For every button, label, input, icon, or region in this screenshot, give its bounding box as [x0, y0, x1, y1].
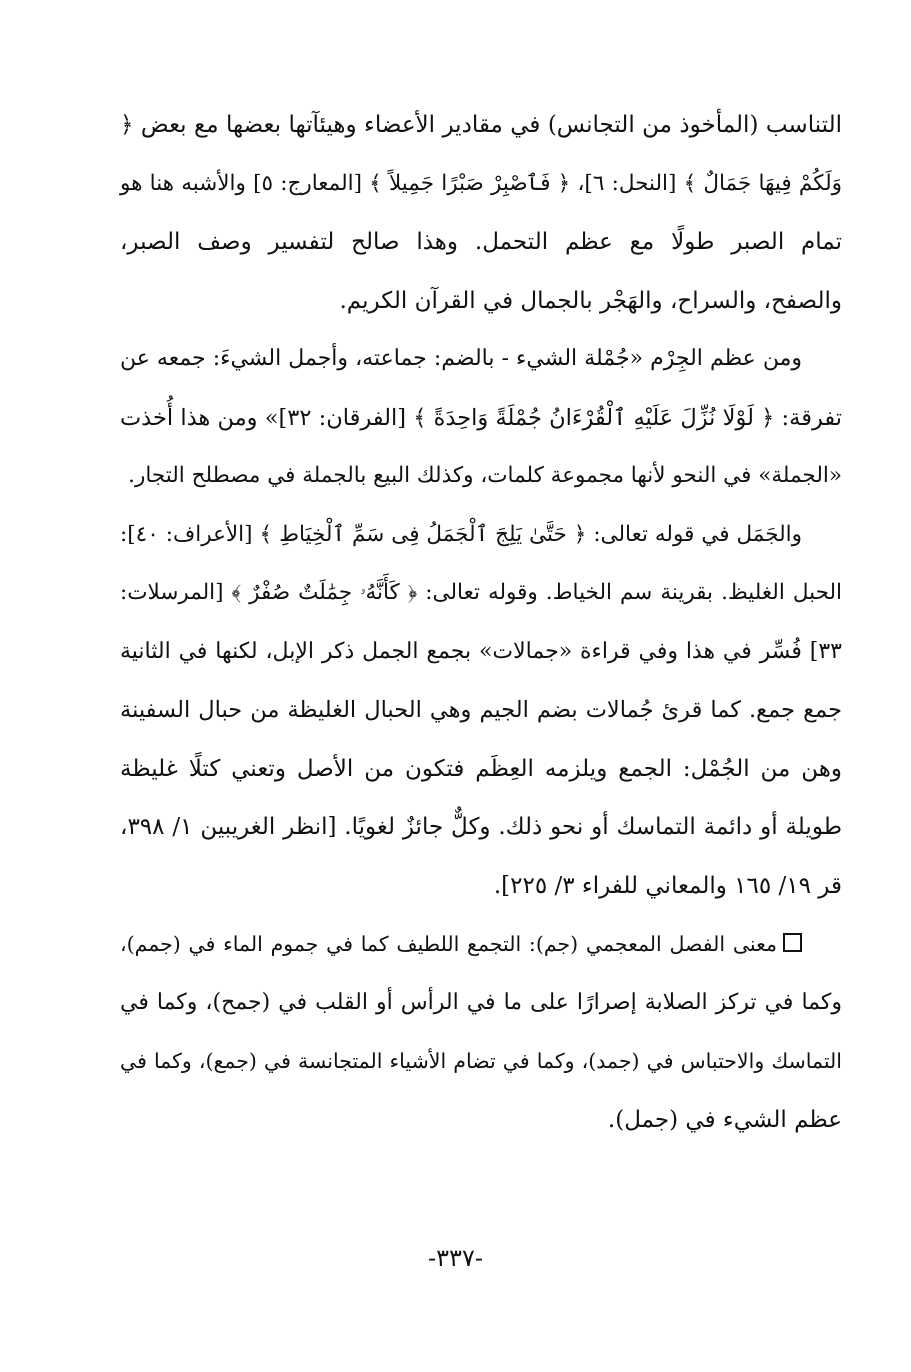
paragraph-4-lexical-summary: [120, 915, 842, 1149]
text-line: وكما في تركز الصلابة إصرارًا على ما في الرأس أو القلب في (جمح)، وكما في: [120, 989, 842, 1015]
paragraph-2: [120, 330, 842, 506]
text-line: ومن عظم الجِرْم «جُمْلة الشيء - بالضم: جماعته، وأجمل الشيءَ: جمعه عن: [120, 346, 802, 371]
text-line: تفرقة: ﴿ لَوْلَا نُزِّلَ عَلَيْهِ ٱلْقُرْءَانُ جُمْلَةً وَاحِدَةً ﴾ [الفرقان: ٣٢]» ومن هذا أُخذت: [120, 404, 843, 431]
paragraph-1: [120, 96, 842, 330]
text-line: والصفح، والسراح، والهَجْر بالجمال في القرآن الكريم.: [339, 287, 842, 314]
text-line-content: معنى الفصل المعجمي (جم): التجمع اللطيف كما في جموم الماء في (جمم)،: [120, 932, 777, 956]
text-line: وهن من الجُمْل: الجمع ويلزمه العِظَم فتكون من الأصل وتعني كتلًا غليظة: [120, 755, 842, 782]
text-line: قر ١٩/ ١٦٥ والمعاني للفراء ٣/ ٢٢٥].: [493, 872, 842, 899]
text-line: جمع جمع. كما قرئ جُمالات بضم الجيم وهي الحبال الغليظة من حبال السفينة: [120, 697, 842, 723]
text-line: تمام الصبر طولًا مع عظم التحمل. وهذا صالح لتفسير وصف الصبر،: [120, 229, 842, 255]
text-line: «الجملة» في النحو لأنها مجموعة كلمات، وكذلك البيع بالجملة في مصطلح التجار.: [128, 463, 842, 488]
paragraph-3: [120, 506, 842, 916]
page-body: [120, 96, 842, 1149]
text-line: طويلة أو دائمة التماسك أو نحو ذلك. وكلٌّ جائزٌ لغويًا. [انظر الغريبين ١/ ٣٩٨،: [120, 814, 843, 840]
page-number: -٣٣٧-: [428, 1244, 483, 1272]
text-line: ٣٣] فُسِّر في هذا وفي قراءة «جمالات» بجمع الجمل ذكر الإبل، لكنها في الثانية: [120, 638, 842, 664]
square-box-icon: [783, 933, 802, 952]
text-line: التماسك والاحتباس في (جمد)، وكما في تضام الأشياء المتجانسة في (جمع)، وكما في: [120, 1049, 842, 1073]
text-line: [120, 915, 842, 974]
text-line: التناسب (المأخوذ من التجانس) في مقادير الأعضاء وهيئآتها بعضها مع بعض ﴿: [120, 112, 842, 138]
text-line: الحبل الغليظ. بقرينة سم الخياط. وقوله تعالى: ﴿ كَأَنَّهُۥ جِمَٰلَتٌ صُفْرٌ ﴾ [المرسلات:: [120, 580, 842, 605]
text-line: عظم الشيء في (جمل).: [607, 1106, 842, 1133]
text-line: وَلَكُمْ فِيهَا جَمَالٌ ﴾ [النحل: ٦]، ﴿ فَٱصْبِرْ صَبْرًا جَمِيلاً ﴾ [المعارج: ٥] والأشبه هنا هو: [120, 170, 843, 196]
text-line: والجَمَل في قوله تعالى: ﴿ حَتَّىٰ يَلِجَ ٱلْجَمَلُ فِى سَمِّ ٱلْخِيَاطِ ﴾ [الأعراف: ٤٠]:: [120, 521, 802, 547]
